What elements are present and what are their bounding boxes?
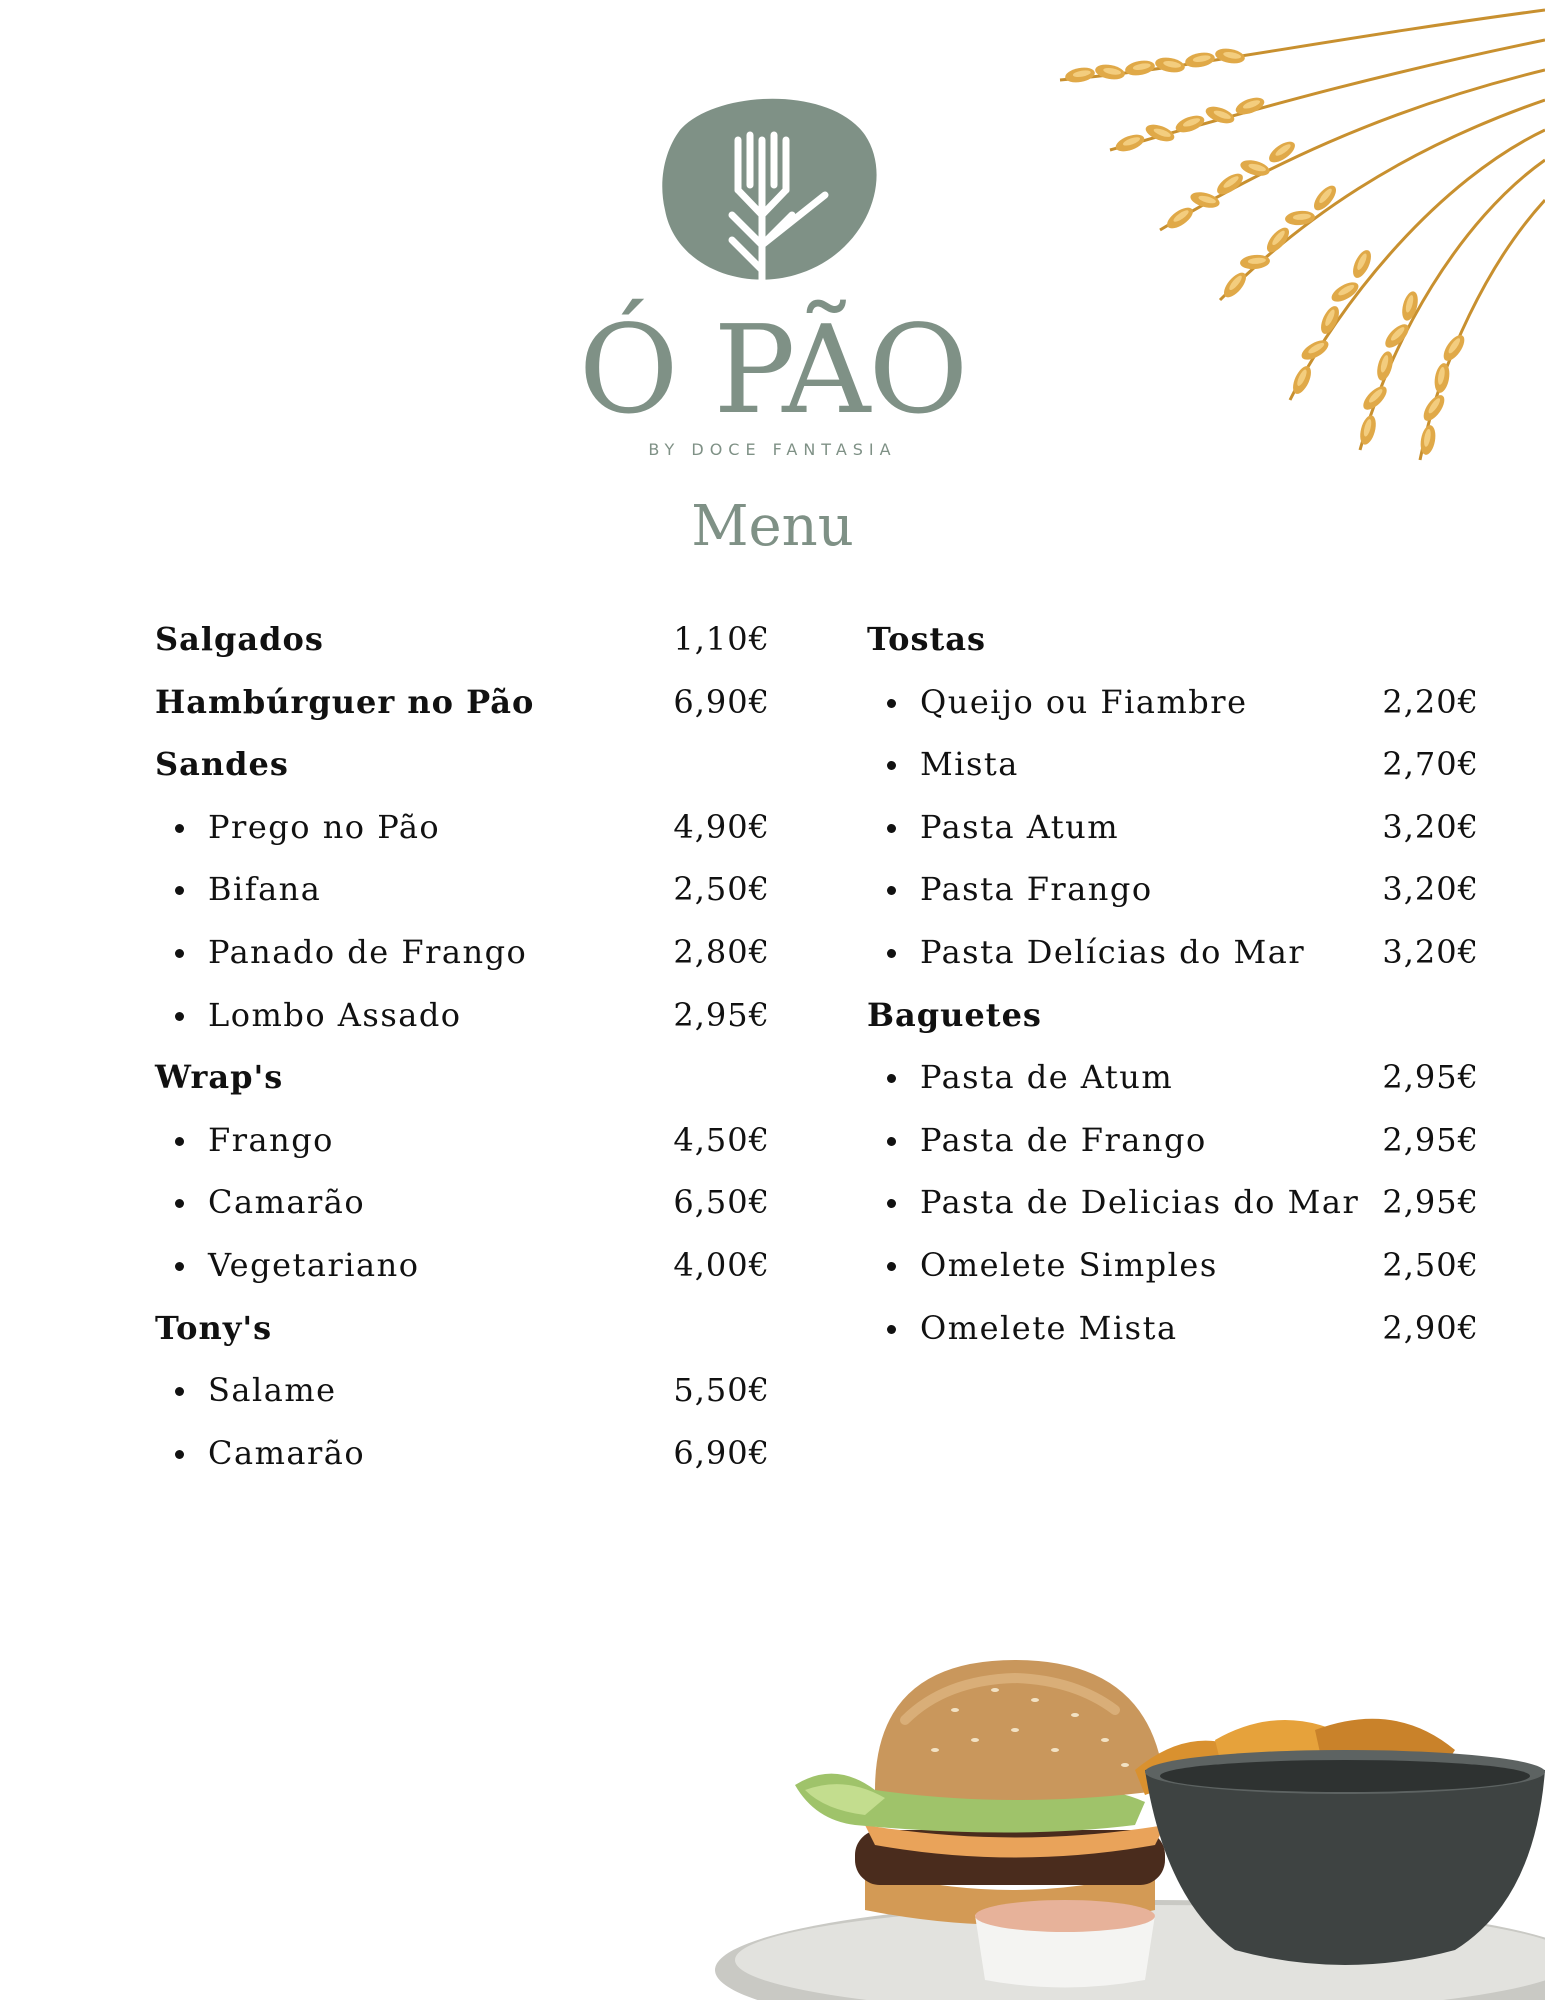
item-name: Prego no Pão [208,807,441,846]
menu-item-salame [155,1359,770,1422]
brand-tagline: BY DOCE FANTASIA [648,440,897,459]
bullet-icon [887,824,896,833]
menu-item-frango [155,1109,770,1172]
menu-section-salgados [155,608,770,671]
menu-item-bifana [155,858,770,921]
item-name: Queijo ou Fiambre [920,682,1248,721]
item-price: 5,50€ [673,1371,770,1410]
item-price: 4,50€ [673,1120,770,1159]
menu-section-sandes [155,733,770,796]
item-name: Frango [208,1120,334,1159]
item-price: 3,20€ [1382,870,1479,909]
bullet-icon [887,1074,896,1083]
item-name: Pasta de Delicias do Mar [920,1183,1360,1222]
item-name: Hambúrguer no Pão [155,682,535,721]
item-name: Camarão [208,1433,366,1472]
menu-column-right [867,608,1479,1359]
menu-section-hamburguer-no-pao [155,671,770,734]
menu-item-lombo-assado [155,984,770,1047]
item-name: Pasta Atum [920,807,1120,846]
bullet-icon [175,1450,184,1459]
menu-item-camarao [155,1422,770,1485]
item-price: 1,10€ [673,620,770,658]
item-name: Omelete Mista [920,1308,1178,1347]
bullet-icon [887,1199,896,1208]
bullet-icon [887,1262,896,1271]
bullet-icon [175,1199,184,1208]
item-name: Baguetes [867,995,1042,1034]
bullet-icon [887,1325,896,1334]
item-price: 2,20€ [1382,682,1479,721]
item-price: 2,90€ [1382,1308,1479,1347]
menu-item-pasta-de-delicias-do-mar [867,1171,1479,1234]
item-price: 2,95€ [673,995,770,1034]
menu-item-panado-de-frango [155,921,770,984]
bullet-icon [175,824,184,833]
item-name: Salgados [155,620,324,658]
item-price: 2,95€ [1382,1183,1479,1222]
bullet-icon [887,949,896,958]
item-price: 4,90€ [673,807,770,846]
item-price: 2,80€ [673,932,770,971]
menu-item-pasta-frango [867,858,1479,921]
item-name: Pasta Delícias do Mar [920,932,1306,971]
item-name: Pasta Frango [920,870,1153,909]
item-price: 6,90€ [673,682,770,721]
item-name: Sandes [155,745,289,784]
menu-item-camarao [155,1171,770,1234]
item-name: Tony's [155,1308,273,1347]
menu-item-queijo-ou-fiambre [867,671,1479,734]
item-price: 2,95€ [1382,1058,1479,1097]
item-name: Camarão [208,1183,366,1222]
item-name: Mista [920,745,1019,784]
item-name: Omelete Simples [920,1245,1218,1284]
item-price: 3,20€ [1382,807,1479,846]
bullet-icon [175,886,184,895]
item-price: 2,50€ [673,870,770,909]
menu-item-omelete-simples [867,1234,1479,1297]
menu-section-wrap-s [155,1046,770,1109]
menu-item-pasta-de-frango [867,1109,1479,1172]
item-name: Pasta de Atum [920,1058,1174,1097]
item-name: Salame [208,1371,337,1410]
menu-section-tony-s [155,1297,770,1360]
bullet-icon [175,1262,184,1271]
bullet-icon [887,1137,896,1146]
item-name: Bifana [208,870,322,909]
bullet-icon [175,949,184,958]
burger-and-fries-image [715,1540,1545,2000]
bullet-icon [887,699,896,708]
menu-item-mista [867,733,1479,796]
menu-item-pasta-atum [867,796,1479,859]
menu-item-vegetariano [155,1234,770,1297]
item-price: 3,20€ [1382,932,1479,971]
item-name: Pasta de Frango [920,1120,1207,1159]
item-price: 6,90€ [673,1433,770,1472]
item-name: Panado de Frango [208,932,528,971]
bullet-icon [175,1387,184,1396]
wheat-leaf-logo-icon [660,95,885,285]
item-price: 2,50€ [1382,1245,1479,1284]
menu-title: Menu [691,494,854,559]
bullet-icon [887,761,896,770]
menu-item-prego-no-pao [155,796,770,859]
bullet-icon [887,886,896,895]
menu-item-pasta-delicias-do-mar [867,921,1479,984]
item-price: 4,00€ [673,1245,770,1284]
menu-column-left [155,608,770,1484]
brand-name: Ó PÃO [578,299,967,441]
item-name: Tostas [867,620,987,658]
item-price: 2,70€ [1382,745,1479,784]
item-name: Lombo Assado [208,995,462,1034]
menu-section-tostas [867,608,1479,671]
item-price: 6,50€ [673,1183,770,1222]
item-name: Vegetariano [208,1245,420,1284]
menu-item-omelete-mista [867,1297,1479,1360]
item-price: 2,95€ [1382,1120,1479,1159]
menu-section-baguetes [867,984,1479,1047]
bullet-icon [175,1012,184,1021]
bullet-icon [175,1137,184,1146]
menu-item-pasta-de-atum [867,1046,1479,1109]
item-name: Wrap's [155,1058,284,1097]
